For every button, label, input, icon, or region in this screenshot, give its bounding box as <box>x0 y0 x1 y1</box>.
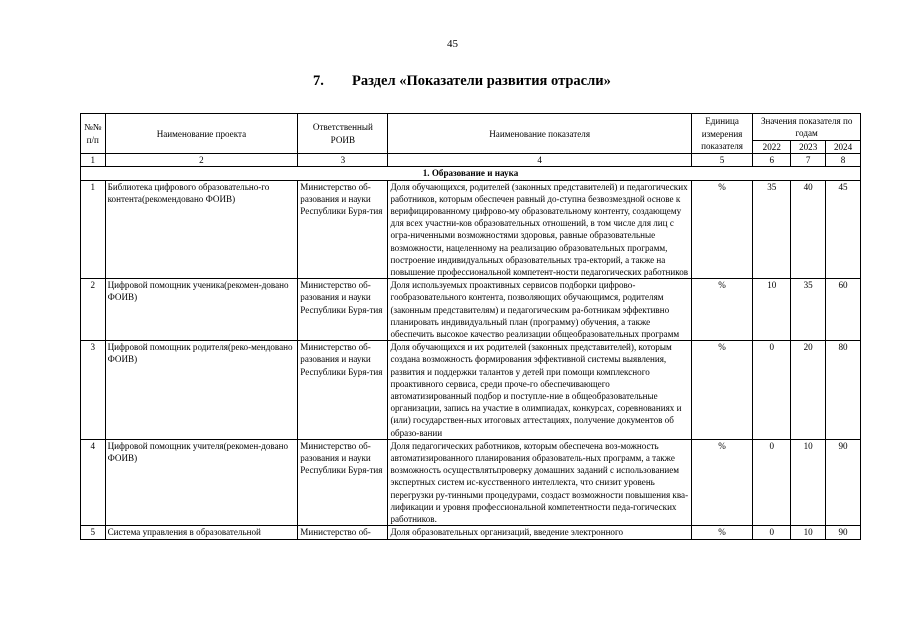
value-2022: 0 <box>753 439 791 525</box>
table-row <box>81 341 861 440</box>
project-name: Цифровой помощник учителя(рекомен-довано ФОИВ) <box>105 439 298 525</box>
responsible-org: Министерство об-разования и науки Республики Буря-тия <box>298 180 388 279</box>
col-number: 2 <box>105 154 298 167</box>
header-unit: Единица измерения показателя <box>691 114 752 154</box>
value-2023: 35 <box>791 279 826 341</box>
col-number: 7 <box>791 154 826 167</box>
value-2023: 10 <box>791 526 826 539</box>
section-title-text: Раздел «Показатели развития отрасли» <box>352 73 611 89</box>
row-number: 5 <box>81 526 106 539</box>
unit: % <box>691 439 752 525</box>
header-year-2022: 2022 <box>753 141 791 154</box>
indicator-name: Доля обучающихся, родителей (законных представителей) и педагогических работников, которым обеспечен равный до-ступна безвозмездной основе к верифицированному цифрово-му образовательному контенту, создающему для всех участни-ков образовательных отношений, в том числе для лиц с огра-ниченными возможностями здоровья, равные образовательные возможности, нацеленному на реализацию образовательных программ, построение индивидуальных образовательных тра-екторий, а также на повышение профессиональной компетент-ности педагогических работников <box>388 180 691 279</box>
value-2023: 20 <box>791 341 826 440</box>
col-number: 1 <box>81 154 106 167</box>
indicators-table <box>80 113 861 540</box>
value-2023: 10 <box>791 439 826 525</box>
row-number: 3 <box>81 341 106 440</box>
value-2022: 0 <box>753 341 791 440</box>
header-year-2023: 2023 <box>791 141 826 154</box>
unit: % <box>691 279 752 341</box>
row-number: 2 <box>81 279 106 341</box>
project-name: Библиотека цифрового образовательно-го контента(рекомендовано ФОИВ) <box>105 180 298 279</box>
unit: % <box>691 526 752 539</box>
responsible-org: Министерство об-разования и науки Республики Буря-тия <box>298 341 388 440</box>
project-name: Цифровой помощник ученика(рекомен-довано ФОИВ) <box>105 279 298 341</box>
header-responsible: Ответственный РОИВ <box>298 114 388 154</box>
table-row <box>81 180 861 279</box>
col-number: 4 <box>388 154 691 167</box>
row-number: 4 <box>81 439 106 525</box>
unit: % <box>691 341 752 440</box>
value-2023: 40 <box>791 180 826 279</box>
value-2022: 0 <box>753 526 791 539</box>
header-values: Значения показателя по годам <box>753 114 861 141</box>
unit: % <box>691 180 752 279</box>
col-number: 8 <box>826 154 861 167</box>
subsection-row <box>81 167 861 180</box>
subsection-title: 1. Образование и наука <box>81 167 861 180</box>
responsible-org: Министерство об-разования и науки Республики Буря-тия <box>298 439 388 525</box>
value-2024: 90 <box>826 439 861 525</box>
project-name: Цифровой помощник родителя(реко-мендовано ФОИВ) <box>105 341 298 440</box>
page-number: 45 <box>447 38 458 50</box>
header-indicator: Наименование показателя <box>388 114 691 154</box>
indicator-name: Доля используемых проактивных сервисов подборки цифрово-гообразовательного контента, позволяющих обучающимся, родителям (законным представителям) и педагогическим ра-ботникам эффективно планировать индивидуальный план (программу) обучения, а также обеспечить высокое качество реализации общеобразовательных программ <box>388 279 691 341</box>
responsible-org: Министерство об-разования и науки Республики Буря-тия <box>298 279 388 341</box>
header-project: Наименование проекта <box>105 114 298 154</box>
indicator-name: Доля обучающихся и их родителей (законных представителей), которым создана возможность формирования эффективной системы выявления, развития и поддержки талантов у детей при помощи комплексного проактивного сервиса, среди проче-го обеспечивающего автоматизированный подбор и поступле-ние в общеобразовательные организации, запись на участие в олимпиадах, конкурсах, соревнованиях и (или) государствен-ных итоговых аттестациях, получение документов об образо-вании <box>388 341 691 440</box>
table-row <box>81 526 861 539</box>
indicator-name: Доля педагогических работников, которым обеспечена воз-можность автоматизированного планирования образователь-ных программ, а также возможность осуществлятьпроверку домашних заданий с использованием экспертных систем ис-кусственного интеллекта, что снизит уровень перегрузки ру-тинными процедурами, создаст возможности повышения ква-лификации и уровня профессиональной компетентности педа-гогических работников. <box>388 439 691 525</box>
value-2024: 90 <box>826 526 861 539</box>
header-year-2024: 2024 <box>826 141 861 154</box>
header-num: №№ п/п <box>81 114 106 154</box>
project-name: Система управления в образовательной <box>105 526 298 539</box>
value-2022: 10 <box>753 279 791 341</box>
col-number: 6 <box>753 154 791 167</box>
table-row <box>81 439 861 525</box>
col-number: 5 <box>691 154 752 167</box>
responsible-org: Министерство об- <box>298 526 388 539</box>
indicator-name: Доля образовательных организаций, введение электронного <box>388 526 691 539</box>
value-2024: 80 <box>826 341 861 440</box>
value-2024: 60 <box>826 279 861 341</box>
col-number: 3 <box>298 154 388 167</box>
table-row <box>81 279 861 341</box>
value-2022: 35 <box>753 180 791 279</box>
value-2024: 45 <box>826 180 861 279</box>
section-number: 7. <box>313 73 324 89</box>
row-number: 1 <box>81 180 106 279</box>
column-numbers-row <box>81 154 861 167</box>
